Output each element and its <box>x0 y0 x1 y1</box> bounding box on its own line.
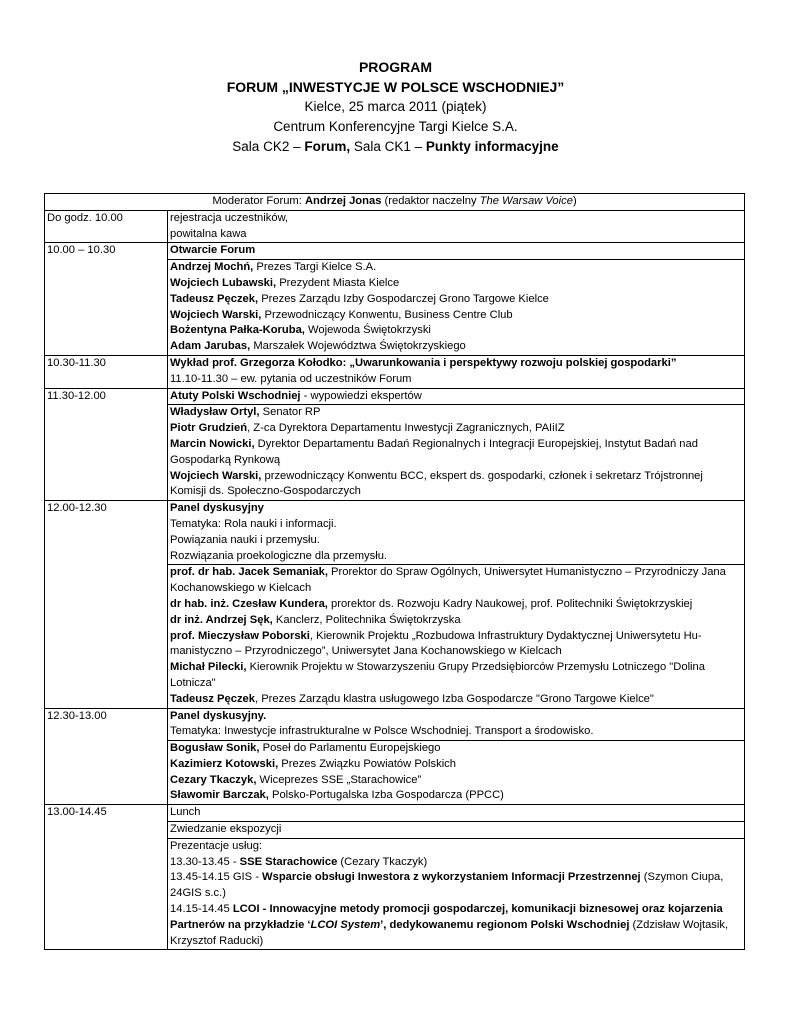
event-rooms: Sala CK2 – Forum, Sala CK1 – Punkty informacyjne <box>232 139 559 154</box>
speaker: Adam Jarubas, Marszałek Województwa Świętokrzyskiego <box>170 340 466 353</box>
speaker: Andrzej Mochń, Prezes Targi Kielce S.A. <box>170 261 377 274</box>
speaker: Tadeusz Pęczek, Prezes Zarządu klastra usługowego Izba Gospodarcze "Grono Targowe Kielce" <box>170 692 654 705</box>
speaker: dr inż. Andrzej Sęk, Kanclerz, Politechnika Świętokrzyska <box>170 613 461 626</box>
table-row <box>45 388 745 405</box>
moderator-cell: Moderator Forum: Andrzej Jonas (redaktor naczelny The Warsaw Voice) <box>45 194 745 211</box>
presentation-item: 13.30-13.45 - SSE Starachowice (Cezary Tkaczyk) <box>170 855 428 868</box>
table-row <box>45 501 745 565</box>
session-title: Panel dyskusyjny. <box>170 709 267 722</box>
speaker: Cezary Tkaczyk, Wiceprezes SSE „Starachowice” <box>170 773 422 786</box>
table-row <box>45 708 745 741</box>
speaker: Bogusław Sonik, Poseł do Parlamentu Europejskiego <box>170 742 441 755</box>
presentation-item: 13.45-14.15 GIS - Wsparcie obsługi Inwestora z wykorzystaniem Informacji Przestrzennej (Szymon Ciupa, <box>170 871 724 884</box>
speaker: Kazimierz Kotowski, Prezes Związku Powiatów Polskich <box>170 757 456 770</box>
content-cell: Panel dyskusyjny Tematyka: Rola nauki i informacji. Powiązania nauki i przemysłu. Rozwiązania proekologiczne dla przemysłu. <box>168 501 745 565</box>
event-venue: Centrum Konferencyjne Targi Kielce S.A. <box>273 119 518 134</box>
speaker: Bożentyna Pałka-Koruba, Wojewoda Świętokrzyski <box>170 324 431 337</box>
event-date: Kielce, 25 marca 2011 (piątek) <box>304 99 487 114</box>
forum-title: FORUM „INWESTYCJE W POLSCE WSCHODNIEJ” <box>226 79 565 95</box>
content-cell: Wykład prof. Grzegorza Kołodko: „Uwarunkowania i perspektywy rozwoju polskiej gospodarki” 11.10-11.30 – ew. pytania od uczestników Forum <box>168 355 745 388</box>
content-cell: rejestracja uczestników, powitalna kawa <box>168 210 745 243</box>
speaker: Władysław Ortyl, Senator RP <box>170 406 321 419</box>
speakers-cell: prof. dr hab. Jacek Semaniak, Prorektor do Spraw Ogólnych, Uniwersytet Humanistyczno – Przyrodniczy Jana Kochanowskiego w Kielcach dr hab. inż. Czesław Kundera, prorektor ds. Rozwoju Kadry Naukowej, prof. Politechniki Świętokrzyskiej dr inż. Andrzej Sęk, Kanclerz, Politechnika Świętokrzyska prof. Mieczysław Poborski, Kierownik Projektu „Rozbudowa Infrastruktury Dydaktycznej Uniwersytetu Hu- manistyczno – Przyrodniczego”, Uniwersytet Jana Kochanowskiego w Kielcach Michał Pilecki, Kierownik Projektu w Stowarzyszeniu Grupy Przedsiębiorców Przemysłu Lotniczego "Dolina Lotnicza" Tadeusz Pęczek, Prezes Zarządu klastra usługowego Izba Gospodarcze "Grono Targowe Kielce" <box>168 565 745 708</box>
speaker: prof. dr hab. Jacek Semaniak, Prorektor do Spraw Ogólnych, Uniwersytet Humanistyczno – Przyrodniczy Jana <box>170 566 726 579</box>
time-cell: 12.00-12.30 <box>45 501 168 708</box>
table-row <box>45 210 745 243</box>
table-row <box>45 805 745 822</box>
speaker: Sławomir Barczak, Polsko-Portugalska Izba Gospodarcza (PPCC) <box>170 789 504 802</box>
program-title: PROGRAM <box>358 59 433 75</box>
session-title: Atuty Polski Wschodniej - wypowiedzi ekspertów <box>168 388 745 405</box>
time-cell: 10.00 – 10.30 <box>45 243 168 356</box>
speaker: Wojciech Warski, przewodniczący Konwentu BCC, ekspert ds. gospodarki, członek i sekretarz Trójstronnej <box>170 469 703 482</box>
speaker: Tadeusz Pęczek, Prezes Zarządu Izby Gospodarczej Grono Targowe Kielce <box>170 292 549 305</box>
lecture-title: Wykład prof. Grzegorza Kołodko: „Uwarunkowania i perspektywy rozwoju polskiej gospodarki” <box>170 356 677 369</box>
time-cell: 12.30-13.00 <box>45 708 168 805</box>
time-cell: 11.30-12.00 <box>45 388 168 501</box>
time-cell: 10.30-11.30 <box>45 355 168 388</box>
speaker: Wojciech Warski, Przewodniczący Konwentu, Business Centre Club <box>170 308 513 321</box>
time-cell: 13.00-14.45 <box>45 805 168 950</box>
speaker: prof. Mieczysław Poborski, Kierownik Projektu „Rozbudowa Infrastruktury Dydaktycznej Uniwersytetu Hu- <box>170 629 702 642</box>
presentations-cell: Prezentacje usług: 13.30-13.45 - SSE Starachowice (Cezary Tkaczyk) 13.45-14.15 GIS - Wsparcie obsługi Inwestora z wykorzystaniem Informacji Przestrzennej (Szymon Ciupa, 24GIS s.c.) 14.15-14.45 LCOI - Innowacyjne metody promocji gospodarczej, komunikacji biznesowej oraz kojarzenia Partnerów na przykładzie ‘LCOI System’, dedykowanemu regionom Polski Wschodniej (Zdzisław Wojtasik, Krzysztof Raducki) <box>168 838 745 950</box>
speaker: dr hab. inż. Czesław Kundera, prorektor ds. Rozwoju Kadry Naukowej, prof. Politechniki Świętokrzyskiej <box>170 597 693 610</box>
speakers-cell <box>168 741 745 805</box>
session-title: Panel dyskusyjny <box>170 502 264 515</box>
speakers-cell <box>168 260 745 356</box>
document-header <box>0 57 791 157</box>
speaker: Michał Pilecki, Kierownik Projektu w Stowarzyszeniu Grupy Przedsiębiorców Przemysłu Lotniczego "Dolina <box>170 661 705 674</box>
table-row <box>45 243 745 260</box>
table-row <box>45 355 745 388</box>
presentation-item: 14.15-14.45 LCOI - Innowacyjne metody promocji gospodarczej, komunikacji biznesowej oraz kojarzenia <box>170 903 723 916</box>
program-table <box>44 193 745 950</box>
content-cell: Zwiedzanie ekspozycji <box>168 822 745 839</box>
speaker: Wojciech Lubawski, Prezydent Miasta Kielce <box>170 276 400 289</box>
session-title: Otwarcie Forum <box>168 243 745 260</box>
speakers-cell: Władysław Ortyl, Senator RP Piotr Grudzień, Z-ca Dyrektora Departamentu Inwestycji Zagranicznych, PAIiIZ Marcin Nowicki, Dyrektor Departamentu Badań Regionalnych i Integracji Europejskiej, Instytut Badań nad Gospodarką Rynkową Wojciech Warski, przewodniczący Konwentu BCC, ekspert ds. gospodarki, członek i sekretarz Trójstronnej Komisji ds. Społeczno-Gospodarczych <box>168 405 745 501</box>
content-cell: Lunch <box>168 805 745 822</box>
speaker: Marcin Nowicki, Dyrektor Departamentu Badań Regionalnych i Integracji Europejskiej, Instytut Badań nad <box>170 437 698 450</box>
speaker: Piotr Grudzień, Z-ca Dyrektora Departamentu Inwestycji Zagranicznych, PAIiIZ <box>170 422 565 435</box>
time-cell: Do godz. 10.00 <box>45 210 168 243</box>
content-cell: Panel dyskusyjny. Tematyka: Inwestycje infrastrukturalne w Polsce Wschodniej. Transport a środowisko. <box>168 708 745 741</box>
moderator-row <box>45 194 745 211</box>
